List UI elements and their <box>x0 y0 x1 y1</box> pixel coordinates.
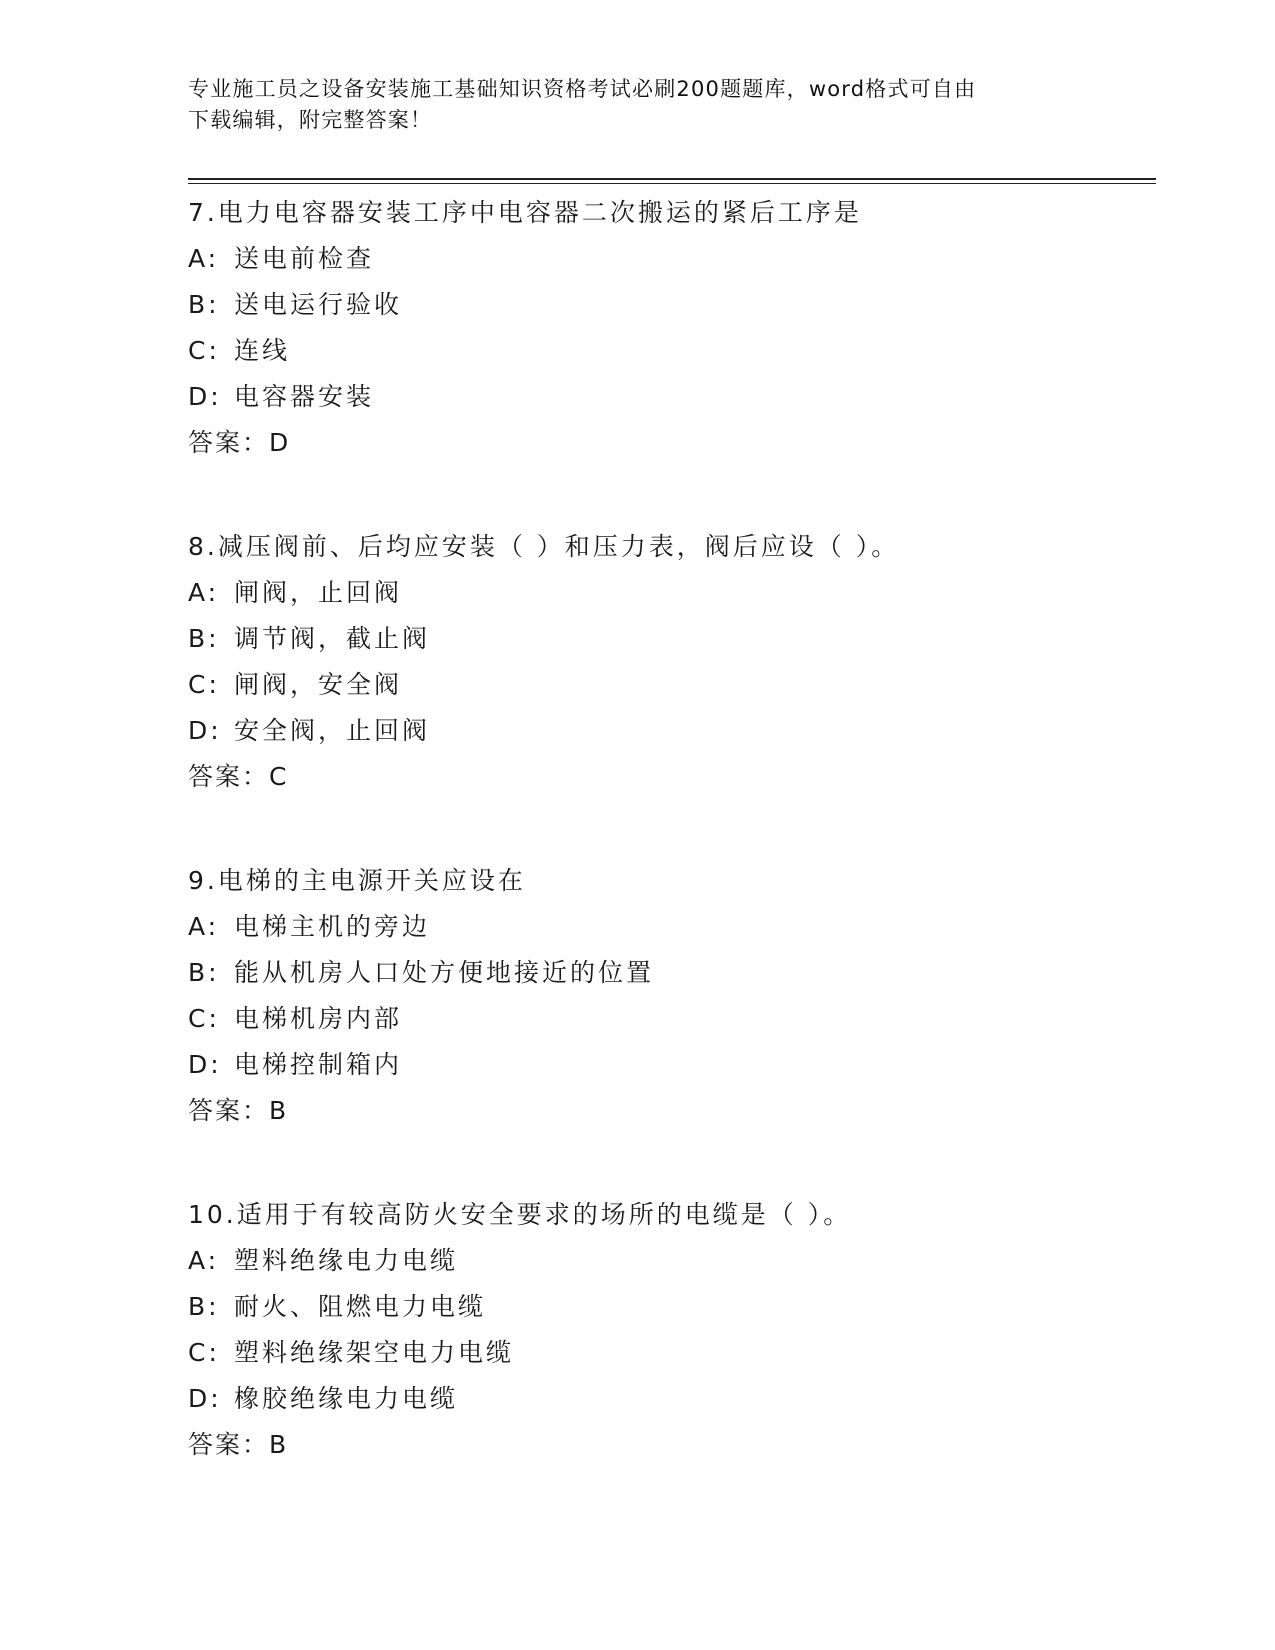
option-b <box>188 950 1148 996</box>
option-text: 塑料绝缘电力电缆 <box>234 1246 459 1275</box>
option-letter: A: <box>188 912 220 941</box>
option-letter: B: <box>188 624 220 653</box>
option-text: 塑料绝缘架空电力电缆 <box>234 1338 515 1367</box>
option-text: 送电前检查 <box>234 244 375 273</box>
answer-label: 答案： <box>188 762 270 791</box>
option-text: 橡胶绝缘电力电缆 <box>234 1384 459 1413</box>
option-c <box>188 1330 1148 1376</box>
option-b <box>188 616 1148 662</box>
question-stem: 9.电梯的主电源开关应设在 <box>188 866 526 895</box>
option-text: 调节阀，截止阀 <box>234 624 431 653</box>
answer-label: 答案： <box>188 1430 270 1459</box>
option-d <box>188 1042 1148 1088</box>
option-text: 电梯机房内部 <box>234 1004 403 1033</box>
answer-value: D <box>269 428 290 457</box>
option-letter: A: <box>188 578 220 607</box>
answer-value: B <box>269 1430 288 1459</box>
answer-line <box>188 1088 1148 1134</box>
question-9 <box>188 858 1148 1134</box>
option-letter: B: <box>188 1292 220 1321</box>
option-letter: D: <box>188 382 222 411</box>
question-stem: 7.电力电容器安装工序中电容器二次搬运的紧后工序是 <box>188 198 862 227</box>
option-letter: D: <box>188 716 222 745</box>
answer-line <box>188 420 1148 466</box>
option-text: 安全阀，止回阀 <box>234 716 431 745</box>
answer-value: C <box>269 762 288 791</box>
option-text: 耐火、阻燃电力电缆 <box>234 1292 487 1321</box>
option-text: 闸阀，止回阀 <box>234 578 403 607</box>
option-text: 送电运行验收 <box>234 290 403 319</box>
option-letter: D: <box>188 1384 222 1413</box>
option-c <box>188 328 1148 374</box>
question-spacer <box>188 466 1148 524</box>
option-letter: B: <box>188 290 220 319</box>
header-line-1: 专业施工员之设备安装施工基础知识资格考试必刷200题题库，word格式可自由 <box>188 77 977 101</box>
option-a <box>188 236 1148 282</box>
option-d <box>188 374 1148 420</box>
question-spacer <box>188 1134 1148 1192</box>
option-b <box>188 282 1148 328</box>
option-text: 连线 <box>234 336 291 365</box>
answer-line <box>188 1422 1148 1468</box>
option-letter: A: <box>188 244 220 273</box>
option-c <box>188 662 1148 708</box>
option-text: 电梯控制箱内 <box>234 1050 403 1079</box>
option-letter: B: <box>188 958 220 987</box>
option-c <box>188 996 1148 1042</box>
header-line-2: 下载编辑，附完整答案！ <box>188 108 433 132</box>
question-stem: 10.适用于有较高防火安全要求的场所的电缆是（ ）。 <box>188 1200 852 1229</box>
option-text: 电梯主机的旁边 <box>234 912 431 941</box>
answer-label: 答案： <box>188 428 270 457</box>
header-divider-thick <box>188 178 1156 180</box>
option-d <box>188 1376 1148 1422</box>
option-text: 能从机房人口处方便地接近的位置 <box>234 958 655 987</box>
option-d <box>188 708 1148 754</box>
answer-line <box>188 754 1148 800</box>
question-8 <box>188 524 1148 800</box>
question-10 <box>188 1192 1148 1468</box>
question-list <box>188 190 1148 1468</box>
option-letter: D: <box>188 1050 222 1079</box>
option-a <box>188 904 1148 950</box>
option-b <box>188 1284 1148 1330</box>
answer-value: B <box>269 1096 288 1125</box>
option-letter: C: <box>188 1338 220 1367</box>
answer-label: 答案： <box>188 1096 270 1125</box>
question-7 <box>188 190 1148 466</box>
document-header <box>188 74 1068 136</box>
header-divider-thin <box>188 183 1156 184</box>
option-a <box>188 1238 1148 1284</box>
option-letter: C: <box>188 336 220 365</box>
question-stem: 8.减压阀前、后均应安装（ ）和压力表，阀后应设（ ）。 <box>188 532 900 561</box>
option-a <box>188 570 1148 616</box>
option-text: 闸阀，安全阀 <box>234 670 403 699</box>
question-spacer <box>188 800 1148 858</box>
option-letter: C: <box>188 670 220 699</box>
option-letter: C: <box>188 1004 220 1033</box>
option-text: 电容器安装 <box>234 382 375 411</box>
option-letter: A: <box>188 1246 220 1275</box>
